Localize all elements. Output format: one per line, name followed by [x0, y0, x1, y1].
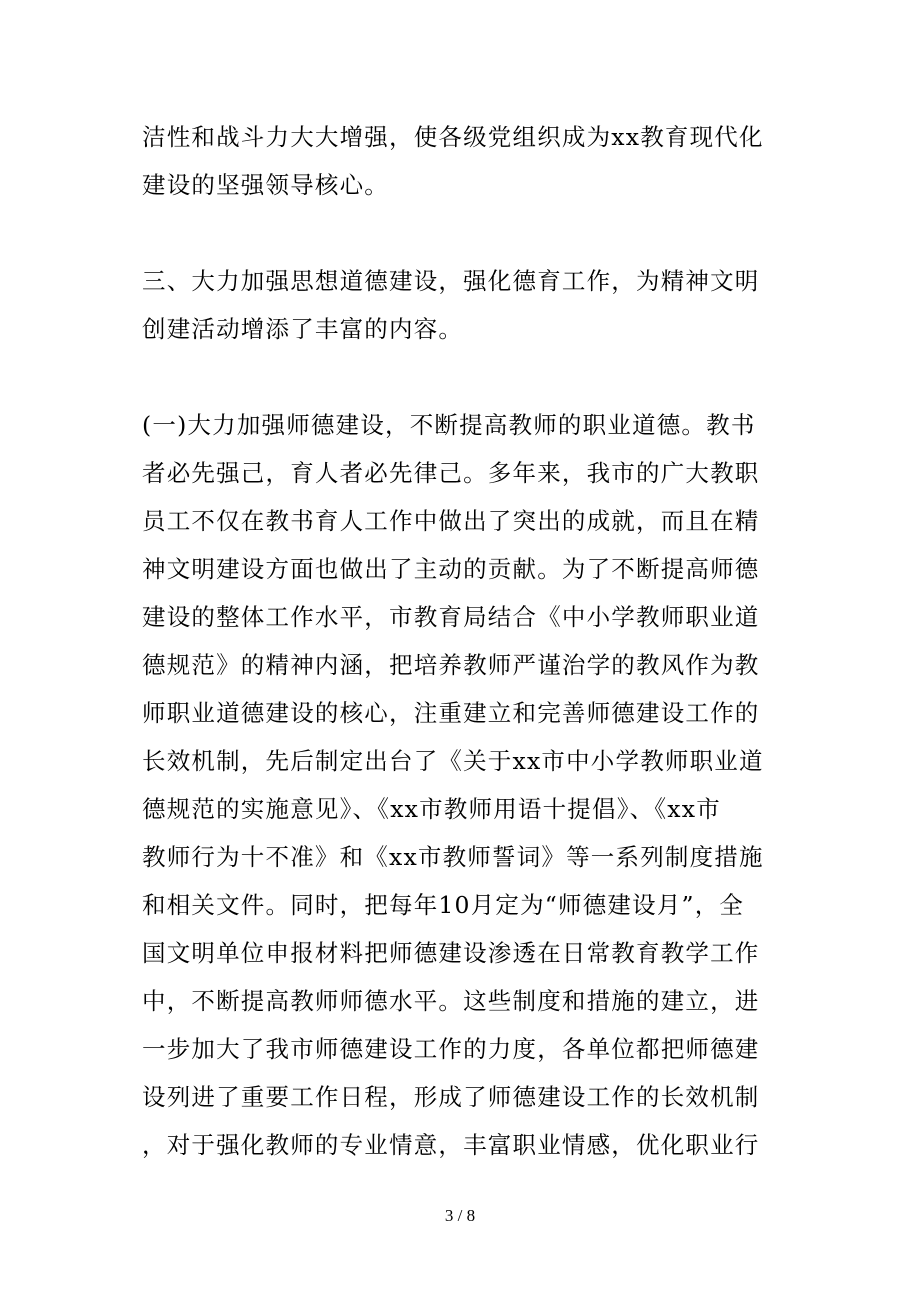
- text-line: 一步加大了我市师德建设工作的力度，各单位都把师德建: [142, 1035, 760, 1063]
- text-line: 建设的坚强领导核心。: [142, 171, 389, 199]
- text-line: 中，不断提高教师师德水平。这些制度和措施的建立，进: [142, 987, 760, 1015]
- page-number: 3 / 8: [444, 1206, 476, 1225]
- text-line: 德规范的实施意见》、《xx市教师用语十提倡》、《xx市: [142, 795, 721, 823]
- text-line: 洁性和战斗力大大增强，使各级党组织成为xx教育现代化: [142, 123, 764, 151]
- text-line: 德规范》的精神内涵，把培养教师严谨治学的教风作为教: [142, 651, 760, 679]
- text-line: ，对于强化教师的专业情意，丰富职业情感，优化职业行: [142, 1131, 760, 1159]
- text-line: 设列进了重要工作日程，形成了师德建设工作的长效机制: [142, 1083, 760, 1111]
- text-line: 神文明建设方面也做出了主动的贡献。为了不断提高师德: [142, 555, 760, 583]
- text-line: (一)大力加强师德建设，不断提高教师的职业道德。教书: [142, 411, 756, 439]
- text-line: 员工不仅在教书育人工作中做出了突出的成就，而且在精: [142, 507, 760, 535]
- text-line: 教师行为十不准》和《xx市教师誓词》等一系列制度措施: [142, 843, 764, 871]
- paragraph-3: [142, 401, 762, 1169]
- text-line: 创建活动增添了丰富的内容。: [142, 315, 464, 343]
- text-line: 建设的整体工作水平，市教育局结合《中小学教师职业道: [142, 603, 760, 631]
- text-line: 者必先强己，育人者必先律己。多年来，我市的广大教职: [142, 459, 760, 487]
- text-line: 国文明单位申报材料把师德建设渗透在日常教育教学工作: [142, 939, 760, 967]
- text-line: 长效机制，先后制定出台了《关于xx市中小学教师职业道: [142, 747, 764, 775]
- text-line: 三、大力加强思想道德建设，强化德育工作，为精神文明: [142, 267, 760, 295]
- paragraph-1: [142, 113, 762, 209]
- text-line: 和相关文件。同时，把每年10月定为“师德建设月”，全: [142, 891, 745, 919]
- text-line: 师职业道德建设的核心，注重建立和完善师德建设工作的: [142, 699, 760, 727]
- section-heading-paragraph: [142, 257, 762, 353]
